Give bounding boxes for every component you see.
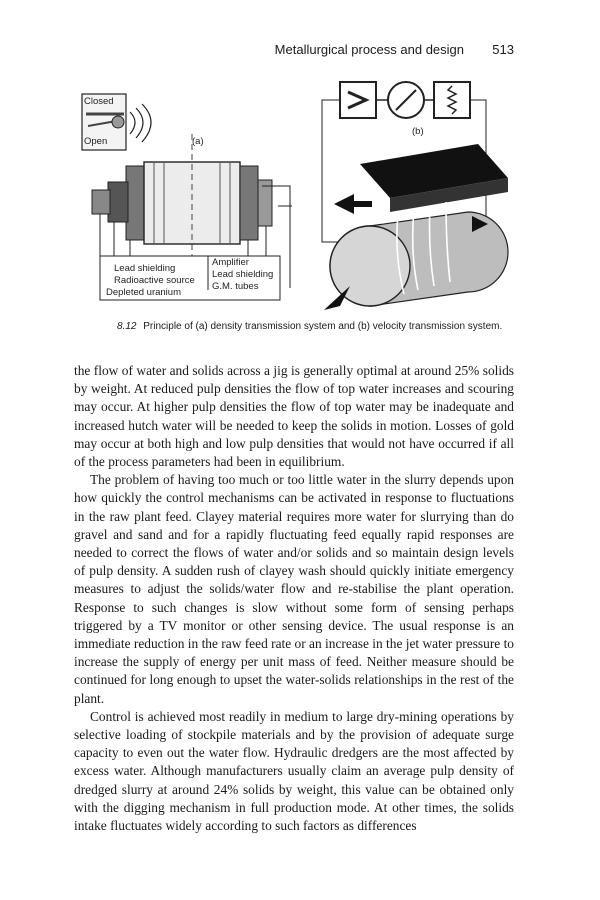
label-depleted-uranium: Depleted uranium (106, 287, 181, 298)
label-amplifier: Amplifier (212, 257, 249, 268)
valve-inset (82, 94, 151, 150)
running-title: Metallurgical process and design (274, 42, 464, 57)
label-lead-shielding-right: Lead shielding (212, 269, 274, 280)
figure-8-12 (78, 74, 518, 324)
caption-number: 8.12 (117, 321, 137, 332)
label-open: Open (84, 136, 108, 147)
body-text (74, 362, 514, 835)
flowmeter (324, 144, 508, 310)
instrument-boxes (340, 82, 470, 118)
running-head (80, 40, 514, 60)
page-number: 513 (492, 42, 514, 57)
figure-drawing (78, 74, 518, 324)
caption-text: Principle of (a) density transmission system and (b) velocity transmission system. (143, 321, 503, 332)
pipe-assembly (92, 134, 272, 264)
paragraph: The problem of having too much or too little water in the slurry depends upon how quickly the control mechanisms can be activated in response to fluctuations in the raw plant feed. Clayey material requires more water for slurrying than do gravel and sand and for a rapidly fluctuating feed equally rapid responses are needed to correct the flows of water and/or solids and so maintain design levels of pulp density. A sudden rush of clayey wash should quickly initiate emergency measures to adjust the solids/water flow and re-stabilise the plant operation. Response to such changes is slow without some form of sensing perhaps triggered by a TV monitor or other sensing device. The usual response is an immediate reduction in the raw feed rate or an increase in the jet water pressure to increase the supply of energy per unit mass of feed. Neither measure should be continued for long enough to upset the water-solids relationships in the rest of the plant. (74, 472, 514, 706)
label-lead-shielding-left: Lead shielding (114, 263, 176, 274)
label-panel-a: (a) (192, 136, 204, 147)
paragraph: the flow of water and solids across a jig is generally optimal at around 25% solids by weight. At reduced pulp densities the flow of top water increases and scouring may occur. At higher pulp densities the flow of top water may be inadequate and increased hutch water will be needed to keep the solids in motion. Losses of gold may occur at both high and low pulp densities that would not have occurred if all of the process parameters had been in equilibrium. (74, 363, 514, 470)
label-panel-b: (b) (412, 126, 424, 137)
label-closed: Closed (84, 96, 114, 107)
label-radioactive-source: Radioactive source (114, 275, 195, 286)
paragraph: Control is achieved most readily in medium to large dry-mining operations by selective loading of stockpile materials and by the provision of adequate surge capacity to even out the water flow. Hydraulic dredgers are the most affected by excess water. Although manufacturers usually claim an average pulp density of dredged slurry at around 24% solids by weight, this value can be obtained only with the digging mechanism in full production mode. At other times, the solids intake fluctuates widely according to such factors as differences (74, 708, 514, 834)
figure-caption (117, 320, 517, 334)
label-gm-tubes: G.M. tubes (212, 281, 259, 292)
